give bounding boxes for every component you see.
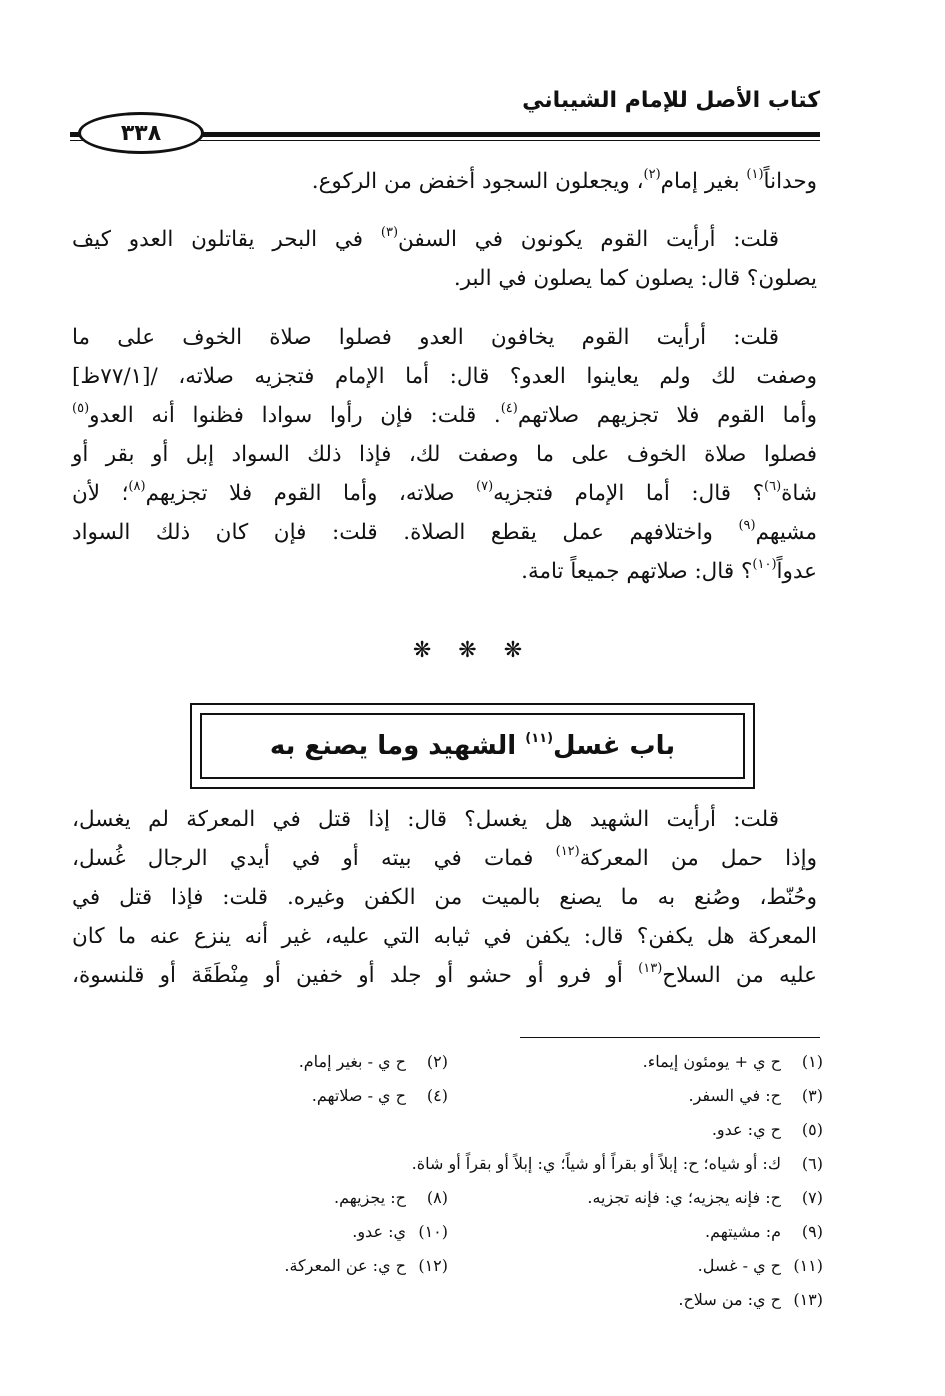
text-line: وإذا حمل من المعركة$^{(١٢)}$ فمات في بيته أو في أيدي الرجال غُسل، (72, 843, 817, 871)
footnote-ref: (٨) (128, 478, 146, 494)
footnote-ref: (١٠) (752, 556, 777, 572)
footnote-row (72, 1086, 823, 1120)
footnote-row (72, 1222, 823, 1256)
footnote-row (72, 1052, 823, 1086)
footnote-7: (٧)ح: فإنه يجزيه؛ ي: فإنه تجزيه. (587, 1188, 823, 1207)
footnote-9: (٩)م: مشيتهم. (705, 1222, 823, 1241)
footnote-13: (١٣)ح ي: من سلاح. (678, 1290, 823, 1309)
footnote-row (72, 1256, 823, 1290)
footnote-row (72, 1154, 823, 1188)
footnote-6: (٦)ك: أو شياه؛ ح: إبلاً أو بقراً أو شياً؛ ي: إبلاً أو بقراً أو شاة. (411, 1154, 823, 1173)
footnote-row (72, 1188, 823, 1222)
footnote-1: (١)ح ي + يومئون إيماء. (642, 1052, 823, 1071)
chapter-heading-inner-frame (200, 713, 745, 779)
footnote-11: (١١)ح ي - غسل. (697, 1256, 823, 1275)
text-line: يصلون؟ قال: يصلون كما يصلون في البر. (453, 266, 817, 291)
text-line: قلت: أرأيت القوم يكونون في السفن$^{(٣)}$ في البحر يقاتلون العدو كيف (72, 224, 779, 252)
footnote-ref: (١٣) (638, 960, 663, 976)
text-line: عدواً$^{(١٠)}$؟ قال: صلاتهم جميعاً تامة. (521, 556, 817, 584)
footnote-12: (١٢)ح ي: عن المعركة. (284, 1256, 448, 1275)
paragraph-3 (72, 318, 817, 591)
chapter-heading-frame (190, 703, 755, 789)
page-number: ٣٣٨ (78, 112, 204, 154)
footnote-ref: (١) (746, 166, 764, 182)
footnote-ref: (١١) (525, 731, 554, 747)
text-line: وأما القوم فلا تجزيهم صلاتهم$^{(٤)}$. قلت: فإن رأوا سوادا فظنوا أنه العدو$^{(٥)}$ (72, 400, 817, 428)
paragraph-2 (72, 220, 817, 298)
text-line: وصفت لك ولم يعاينوا العدو؟ قال: أما الإمام فتجزيه صلاته، /[٧٧/١ظ] (72, 364, 817, 389)
footnote-ref: (٢) (643, 166, 661, 182)
footnote-row (72, 1120, 823, 1154)
footnote-ref: (٣) (380, 224, 399, 240)
text-line: وحُنّط، وصُنع به ما يصنع بالميت من الكفن وغيره. قلت: فإذا قتل في (72, 885, 817, 910)
text-line: وحداناً$^{(١)}$ بغير إمام$^{(٢)}$، ويجعلون السجود أخفض من الركوع. (311, 166, 817, 194)
footnote-4: (٤)ح ي - صلاتهم. (311, 1086, 448, 1105)
paragraph-4 (72, 800, 817, 995)
footnote-ref: (٩) (738, 517, 756, 533)
footnote-8: (٨)ح: يجزيهم. (334, 1188, 448, 1207)
footnote-ref: (٤) (500, 400, 518, 416)
text-line: شاة$^{(٦)}$؟ قال: أما الإمام فتجزيه$^{(٧)}$ صلاته، وأما القوم فلا تجزيهم$^{(٨)}$؛ لأن (72, 478, 817, 506)
footnote-ref: (٥) (72, 400, 90, 416)
footnote-ref: (١٢) (555, 843, 580, 859)
section-separator: ❋ ❋ ❋ (412, 638, 533, 663)
footnote-row (72, 1290, 823, 1324)
paragraph-1 (72, 162, 817, 201)
text-line: فصلوا صلاة الخوف على ما وصفت لك، فإذا ذلك السواد إبل أو بقر أو (72, 442, 817, 467)
text-line: المعركة هل يكفن؟ قال: يكفن في ثيابه التي عليه، غير أنه ينزع عنه ما كان (72, 924, 817, 949)
text-line: قلت: أرأيت الشهيد هل يغسل؟ قال: إذا قتل في المعركة لم يغسل، (72, 807, 779, 832)
text-line: عليه من السلاح$^{(١٣)}$ أو فرو أو حشو أو جلد أو خفين أو مِنْطَقَة أو قلنسوة، (72, 960, 817, 988)
footnote-ref: (٧) (476, 478, 494, 494)
footnote-3: (٣)ح: في السفر. (688, 1086, 823, 1105)
footnote-5: (٥)ح ي: عدو. (711, 1120, 823, 1139)
chapter-title: باب غسل$^{(١١)}$ الشهيد وما يصنع به (269, 731, 676, 761)
footnote-divider (520, 1037, 820, 1038)
footnote-ref: (٦) (764, 478, 782, 494)
footnote-10: (١٠)ي: عدو. (352, 1222, 448, 1241)
book-title: كتاب الأصل للإمام الشيباني (522, 88, 820, 113)
text-line: قلت: أرأيت القوم يخافون العدو فصلوا صلاة الخوف على ما (72, 325, 779, 350)
text-line: مشيهم$^{(٩)}$ واختلافهم عمل يقطع الصلاة. قلت: فإن كان ذلك السواد (72, 517, 817, 545)
footnote-2: (٢)ح ي - بغير إمام. (298, 1052, 448, 1071)
